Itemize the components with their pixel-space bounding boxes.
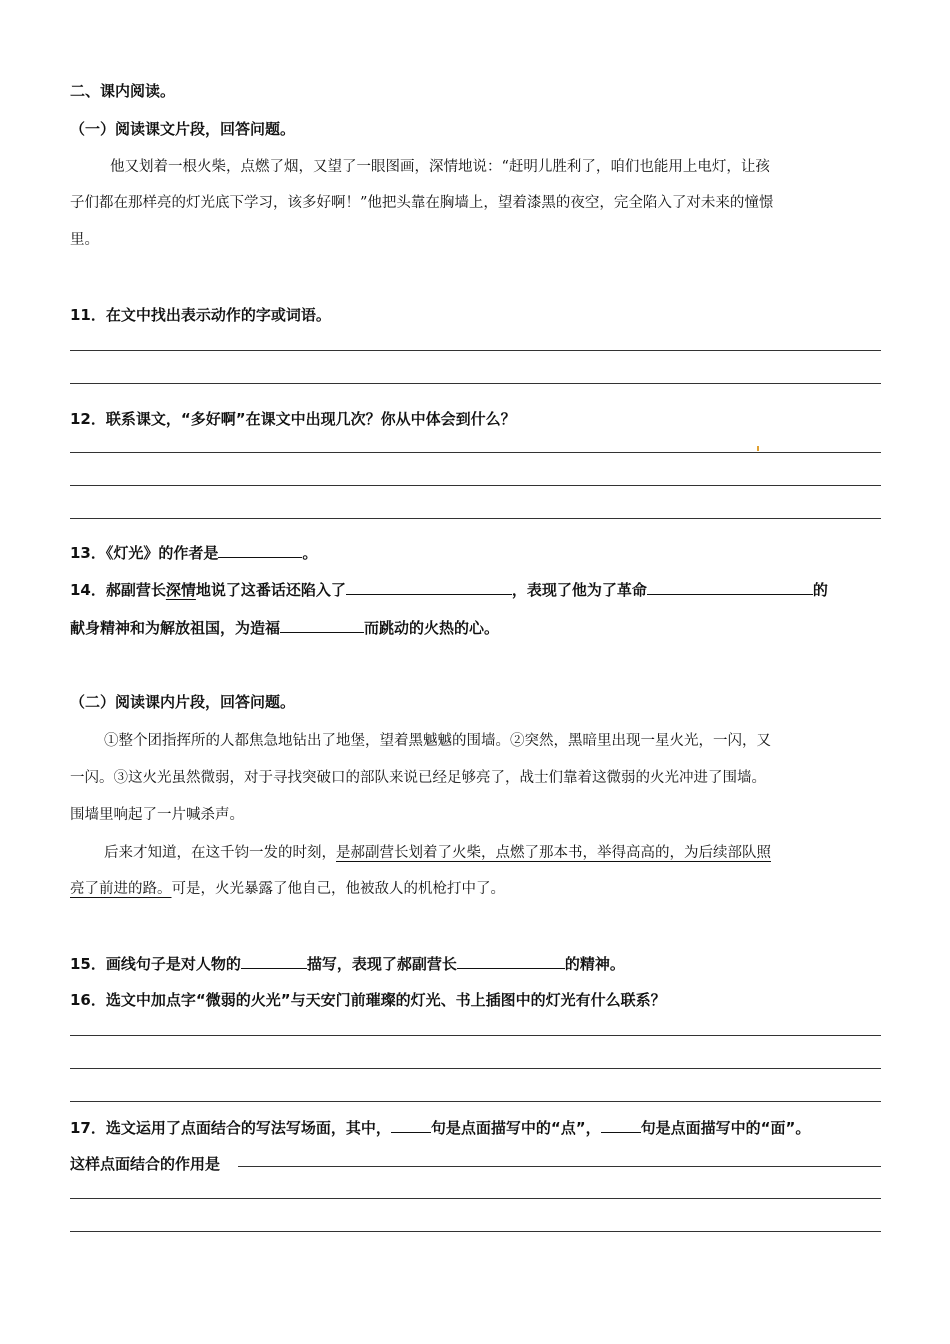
question-13-text: 13．《灯光》的作者是: [70, 544, 219, 562]
question-13-end: 。: [302, 544, 318, 562]
underlined-sentence: 是郝副营长划着了火柴，点燃了那本书，举得高高的，为后续部队照: [336, 845, 771, 861]
question-13: [70, 542, 317, 563]
answer-line[interactable]: [70, 1068, 881, 1069]
passage2-line-1: ①整个团指挥所的人都焦急地钻出了地堡，望着黑魆魆的围墙。②突然，黑暗里出现一星火光，一闪，又: [104, 733, 771, 749]
underlined-sentence: 亮了前进的路。: [70, 881, 172, 897]
question-17-text: 这样点面结合的作用是: [70, 1155, 221, 1173]
question-14-text: 14．郝副营长: [70, 581, 166, 599]
underlined-word: 深情: [165, 581, 196, 599]
question-15-text: 描写，表现了郝副营长: [306, 955, 457, 973]
answer-line[interactable]: [70, 383, 881, 384]
passage-line-3: 里。: [70, 232, 99, 248]
question-16: 16．选文中加点字“微弱的火光”与天安门前璀璨的灯光、书上插图中的灯光有什么联系？: [70, 991, 666, 1009]
question-14-text: 地说了这番话还陷入了: [195, 581, 346, 599]
blank-1[interactable]: [241, 954, 307, 969]
passage2-line-5: [70, 877, 505, 898]
blank-2[interactable]: [647, 580, 813, 595]
answer-line[interactable]: [70, 1198, 881, 1199]
question-15-text: 15．画线句子是对人物的: [70, 955, 241, 973]
question-17-text: 句是点面描写中的“面”。: [640, 1119, 811, 1137]
question-12: 12．联系课文，“多好啊”在课文中出现几次？你从中体会到什么？: [70, 410, 516, 428]
answer-line[interactable]: [70, 1035, 881, 1036]
passage2-line-2: 一闪。③这火光虽然微弱，对于寻找突破口的部队来说已经足够亮了，战士们靠着这微弱的火光冲进了围墙。: [70, 770, 766, 786]
question-17-line-1: [70, 1117, 810, 1138]
question-17-line-2: [70, 1153, 220, 1174]
answer-line[interactable]: [70, 518, 881, 519]
question-14-text: 的: [812, 581, 828, 599]
answer-line[interactable]: [70, 1231, 881, 1232]
answer-line[interactable]: [70, 350, 881, 351]
answer-line[interactable]: [70, 1101, 881, 1102]
passage-text: 可是，火光暴露了他自己，他被敌人的机枪打中了。: [171, 881, 505, 897]
blank-1[interactable]: [391, 1118, 431, 1133]
blank-author[interactable]: [218, 543, 302, 558]
stray-mark: [757, 446, 759, 451]
question-14-text: 献身精神和为解放祖国，为造福: [70, 619, 281, 637]
question-15: [70, 953, 625, 974]
question-17-text: 句是点面描写中的“点”，: [430, 1119, 601, 1137]
section-title: 二、课内阅读。: [70, 82, 176, 100]
blank-3[interactable]: [280, 618, 364, 633]
question-14-text: 而跳动的火热的心。: [364, 619, 500, 637]
blank-1[interactable]: [346, 580, 512, 595]
passage-text: 后来才知道，在这千钧一发的时刻，: [104, 845, 336, 861]
passage-line-1: 他又划着一根火柴，点燃了烟，又望了一眼图画，深情地说：“赶明儿胜利了，咱们也能用上电灯，让孩: [110, 159, 770, 175]
part2-heading: （二）阅读课内片段，回答问题。: [70, 693, 296, 711]
answer-line[interactable]: [238, 1166, 881, 1167]
answer-line[interactable]: [70, 452, 881, 453]
passage2-line-4: [104, 841, 771, 862]
question-17-text: 17．选文运用了点面结合的写法写场面，其中，: [70, 1119, 391, 1137]
question-15-text: 的精神。: [564, 955, 625, 973]
question-14-text: ，表现了他为了革命: [511, 581, 647, 599]
blank-2[interactable]: [601, 1118, 641, 1133]
question-11: 11．在文中找出表示动作的字或词语。: [70, 306, 331, 324]
passage2-line-3: 围墙里响起了一片喊杀声。: [70, 807, 244, 823]
question-14-line-2: [70, 617, 499, 638]
question-14-line-1: [70, 579, 828, 600]
passage-line-2: 子们都在那样亮的灯光底下学习，该多好啊！”他把头靠在胸墙上，望着漆黑的夜空，完全陷入了对未来的憧憬: [70, 195, 774, 211]
answer-line[interactable]: [70, 485, 881, 486]
blank-2[interactable]: [457, 954, 565, 969]
part1-heading: （一）阅读课文片段，回答问题。: [70, 120, 296, 138]
